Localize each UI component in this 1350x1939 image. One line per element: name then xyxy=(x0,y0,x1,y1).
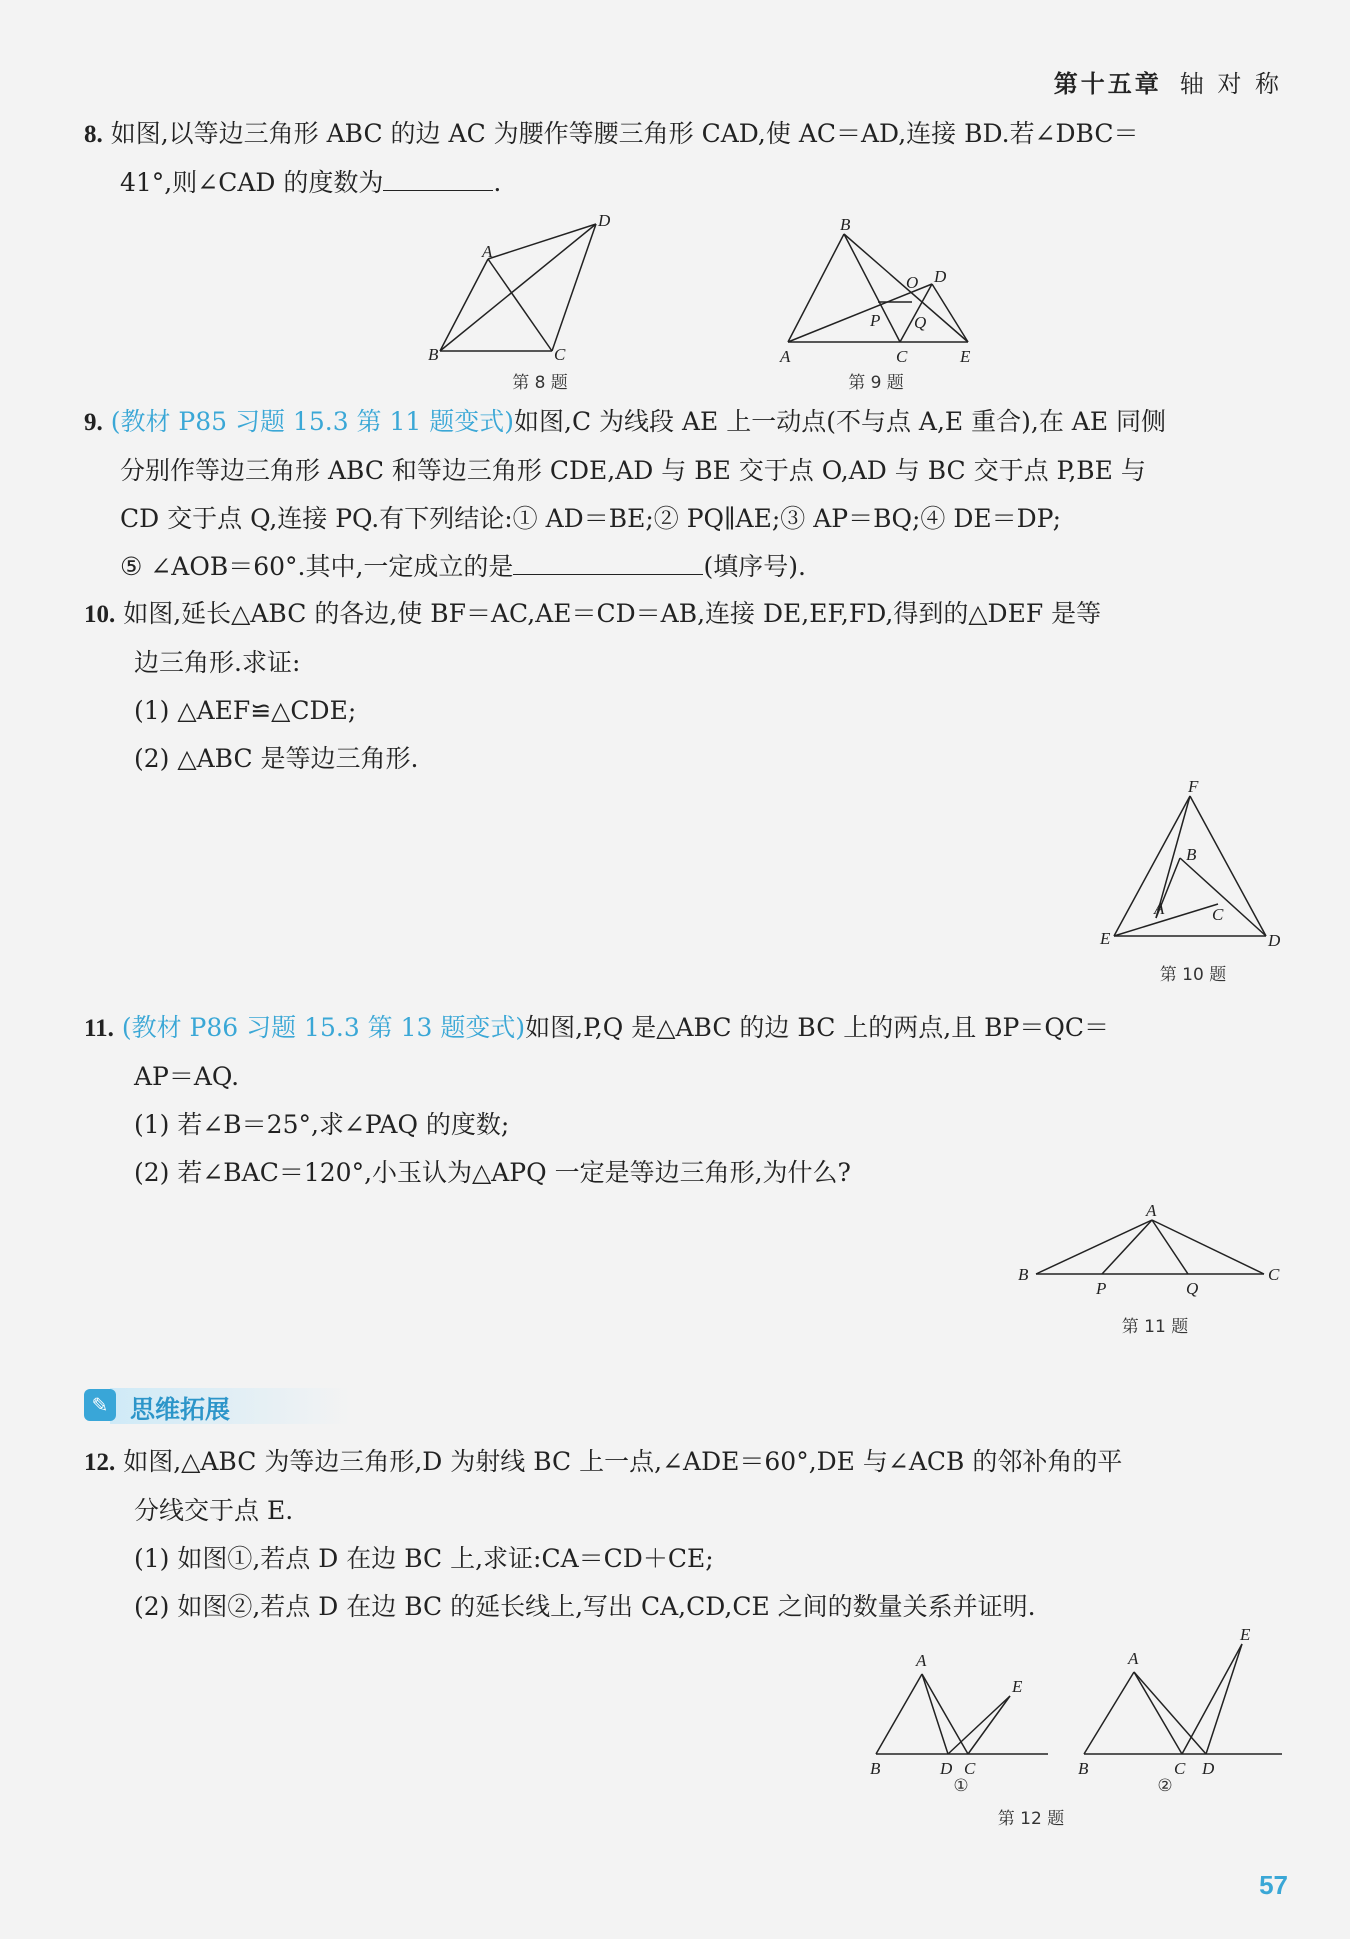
point-label: D xyxy=(1268,931,1281,950)
figure-11 xyxy=(1018,1201,1280,1337)
point-label: A xyxy=(482,242,493,261)
figure-11-diagram xyxy=(1018,1201,1280,1298)
question-11 xyxy=(84,1004,1284,1197)
point-label: C xyxy=(896,347,908,366)
point-label: E xyxy=(1012,1677,1023,1696)
figure-caption: 第 12 题 xyxy=(997,1809,1065,1829)
pencil-check-icon: ✎ xyxy=(84,1389,116,1421)
point-label: C xyxy=(964,1759,976,1778)
question-text: AP＝AQ. xyxy=(134,1062,240,1091)
textbook-source: (教材 P85 习题 15.3 第 11 题变式) xyxy=(110,407,514,436)
figure-caption: 第 8 题 xyxy=(512,373,568,393)
question-9 xyxy=(84,398,1284,591)
point-label: A xyxy=(1154,899,1165,918)
page-number: 57 xyxy=(1259,1870,1288,1900)
question-text: 如图,延长△ABC 的各边,使 BF＝AC,AE＝CD＝AB,连接 DE,EF,FD,得到的△DEF 是等 xyxy=(123,599,1102,628)
question-text: . xyxy=(493,168,502,197)
question-10 xyxy=(84,590,1284,783)
question-text: 如图,P,Q 是△ABC 的边 BC 上的两点,且 BP＝QC＝ xyxy=(525,1013,1109,1042)
point-label: F xyxy=(1188,777,1199,796)
point-label: C xyxy=(1174,1759,1186,1778)
point-label: D xyxy=(1202,1759,1215,1778)
question-text: ⑤ ∠AOB＝60°.其中,一定成立的是 xyxy=(120,552,514,581)
sub-question: (2) 如图②,若点 D 在边 BC 的延长线上,写出 CA,CD,CE 之间的数量关系并证明. xyxy=(134,1592,1036,1621)
point-label: C xyxy=(1212,905,1224,924)
answer-blank[interactable] xyxy=(513,546,703,575)
point-label: B xyxy=(1186,845,1197,864)
figure-9-diagram xyxy=(778,214,978,366)
point-label: C xyxy=(1268,1265,1280,1284)
question-text: 分别作等边三角形 ABC 和等边三角形 CDE,AD 与 BE 交于点 O,AD 与 BC 交于点 P,BE 与 xyxy=(120,456,1146,485)
sub-question: (1) 若∠B＝25°,求∠PAQ 的度数; xyxy=(134,1110,510,1139)
question-number: 8. xyxy=(84,121,103,148)
chapter-number: 第十五章 xyxy=(1053,70,1162,98)
point-label: E xyxy=(960,347,971,366)
question-text: 如图,以等边三角形 ABC 的边 AC 为腰作等腰三角形 CAD,使 AC＝AD,连接 BD.若∠DBC＝ xyxy=(110,119,1139,148)
point-label: O xyxy=(906,273,919,292)
question-text: 如图,C 为线段 AE 上一动点(不与点 A,E 重合),在 AE 同侧 xyxy=(514,407,1167,436)
figure-12-diagram xyxy=(866,1626,1286,1816)
question-8 xyxy=(84,110,1284,207)
point-label: E xyxy=(1240,1625,1251,1644)
question-number: 9. xyxy=(84,409,103,436)
figure-10-diagram xyxy=(1098,777,1281,950)
sub-figure-label: ② xyxy=(1157,1776,1173,1796)
sub-question: (1) △AEF≌△CDE; xyxy=(134,696,357,725)
question-12 xyxy=(84,1438,1284,1631)
section-title: 思维拓展 xyxy=(130,1395,231,1424)
answer-blank[interactable] xyxy=(383,162,493,191)
question-text: (填序号). xyxy=(703,552,806,581)
figure-12 xyxy=(866,1625,1286,1829)
figure-8 xyxy=(420,211,620,393)
point-label: B xyxy=(1078,1759,1089,1778)
figure-caption: 第 9 题 xyxy=(848,373,904,393)
sub-question: (2) 若∠BAC＝120°,小玉认为△APQ 一定是等边三角形,为什么? xyxy=(134,1158,851,1187)
chapter-header xyxy=(1054,64,1282,99)
question-text: 边三角形.求证: xyxy=(134,648,301,677)
point-label: B xyxy=(870,1759,881,1778)
point-label: D xyxy=(934,267,947,286)
question-text: 41°,则∠CAD 的度数为 xyxy=(120,168,384,197)
point-label: A xyxy=(916,1651,927,1670)
figure-10 xyxy=(1098,777,1281,985)
figure-caption: 第 11 题 xyxy=(1121,1317,1189,1337)
question-text: 分线交于点 E. xyxy=(134,1496,294,1525)
question-text: 如图,△ABC 为等边三角形,D 为射线 BC 上一点,∠ADE＝60°,DE 与∠ACB 的邻补角的平 xyxy=(123,1447,1123,1476)
point-label: B xyxy=(1018,1265,1029,1284)
sub-question: (2) △ABC 是等边三角形. xyxy=(134,744,419,773)
point-label: B xyxy=(428,345,439,364)
sub-figure-label: ① xyxy=(953,1776,969,1796)
point-label: P xyxy=(870,311,881,330)
figure-9 xyxy=(778,214,978,393)
sub-question: (1) 如图①,若点 D 在边 BC 上,求证:CA＝CD＋CE; xyxy=(134,1544,714,1573)
question-text: CD 交于点 Q,连接 PQ.有下列结论:① AD＝BE;② PQ∥AE;③ AP＝BQ;④ DE＝DP; xyxy=(120,504,1062,533)
figure-caption: 第 10 题 xyxy=(1159,965,1227,985)
section-header xyxy=(80,1384,300,1426)
point-label: D xyxy=(940,1759,953,1778)
point-label: E xyxy=(1100,929,1111,948)
point-label: A xyxy=(1128,1649,1139,1668)
question-number: 10. xyxy=(84,601,116,628)
point-label: A xyxy=(780,347,791,366)
question-number: 12. xyxy=(84,1449,116,1476)
point-label: P xyxy=(1096,1279,1107,1298)
textbook-source: (教材 P86 习题 15.3 第 13 题变式) xyxy=(121,1013,526,1042)
point-label: B xyxy=(840,215,851,234)
point-label: Q xyxy=(1186,1279,1199,1298)
figure-8-diagram xyxy=(420,211,620,364)
chapter-title: 轴 对 称 xyxy=(1179,70,1282,98)
point-label: A xyxy=(1146,1201,1157,1220)
point-label: C xyxy=(554,345,566,364)
point-label: Q xyxy=(914,313,927,332)
point-label: D xyxy=(598,211,611,230)
question-number: 11. xyxy=(84,1015,114,1042)
